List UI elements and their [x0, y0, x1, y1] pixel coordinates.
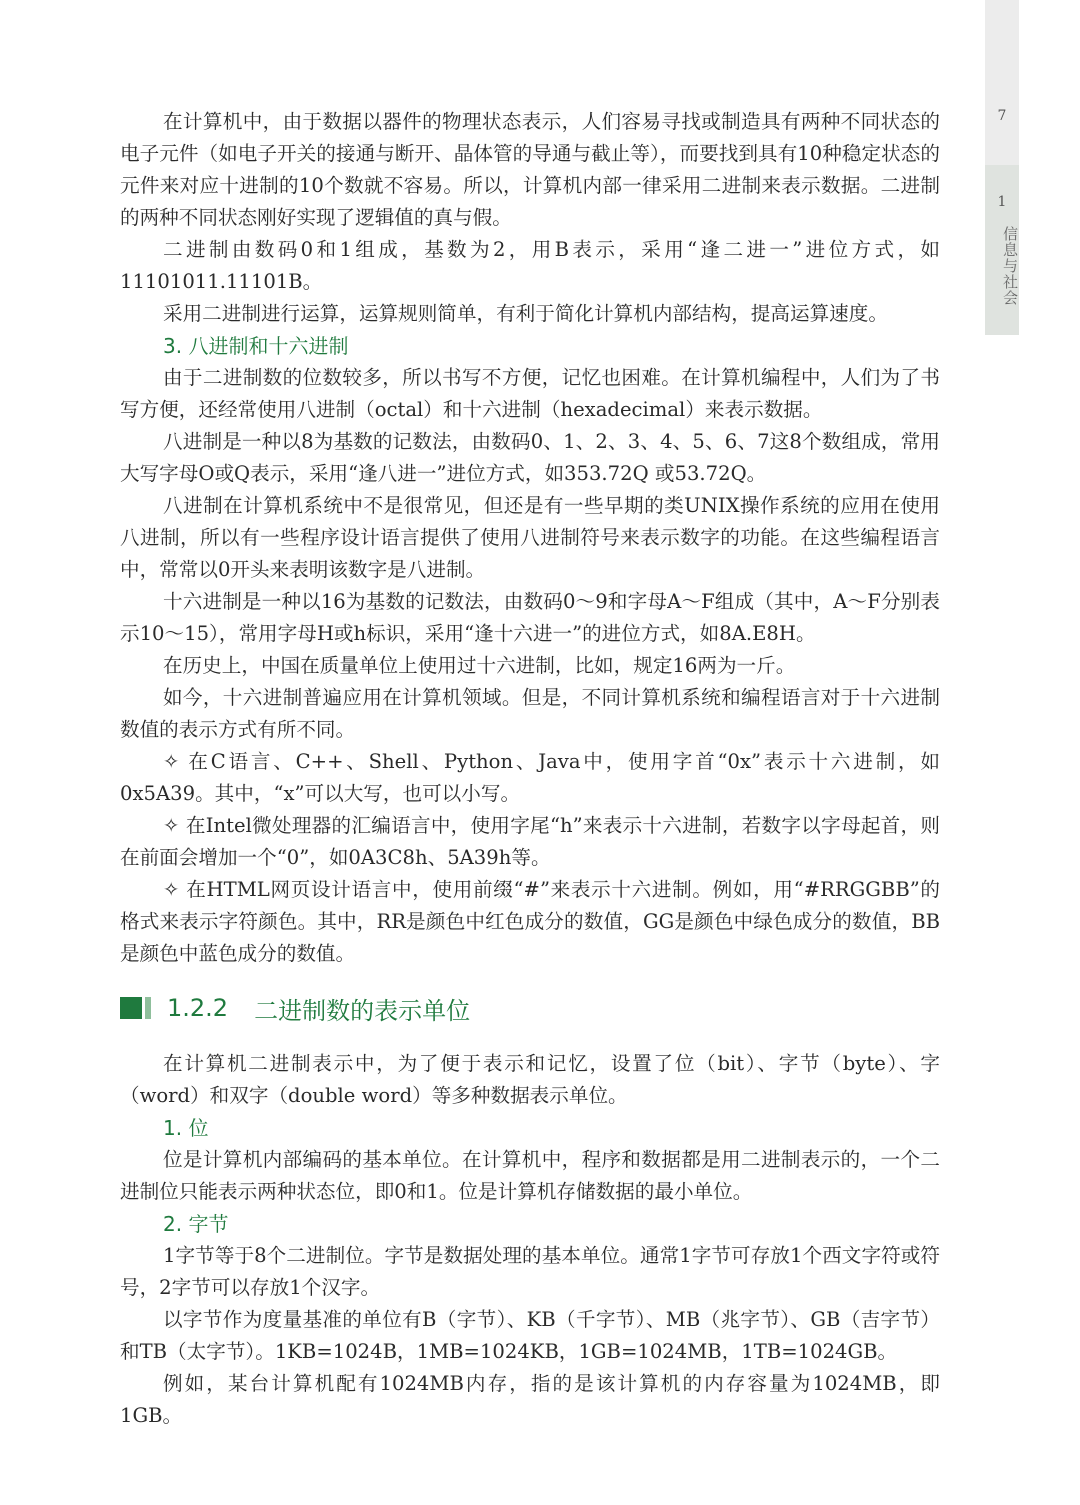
paragraph-byte-definition: 1字节等于8个二进制位。字节是数据处理的基本单位。通常1字节可存放1个西文字符或符号，2字节可以存放1个汉字。 [120, 1244, 940, 1299]
bullet-intel-assembly: ✧ 在Intel微处理器的汇编语言中，使用字尾“h”来表示十六进制，若数字以字母起首，则在前面会增加一个“0”，如0A3C8h、5A39h等。 [120, 814, 940, 869]
subheading-byte: 2. 字节 [163, 1212, 229, 1236]
subheading-octal-hex: 3. 八进制和十六进制 [163, 334, 349, 358]
paragraph-hex-modern: 如今，十六进制普遍应用在计算机领域。但是，不同计算机系统和编程语言对于十六进制数值的表示方式有所不同。 [120, 686, 940, 741]
section-number: 1.2.2 [167, 994, 229, 1022]
paragraph-binary-states: 在计算机中，由于数据以器件的物理状态表示，人们容易寻找或制造具有两种不同状态的电子元件（如电子开关的接通与断开、晶体管的导通与截止等），而要找到具有10种稳定状态的元件来对应十进制的10个数就不容易。所以，计算机内部一律采用二进制来表示数据。二进制的两种不同状态刚好实现了逻辑值的真与假。 [120, 110, 940, 229]
subheading-bit: 1. 位 [163, 1116, 209, 1140]
paragraph-byte-units: 以字节作为度量基准的单位有B（字节）、KB（千字节）、MB（兆字节）、GB（吉字节）和TB（太字节）。1KB=1024B，1MB=1024KB，1GB=1024MB，1TB=1024GB。 [120, 1308, 940, 1363]
section-title: 二进制数的表示单位 [254, 996, 471, 1025]
bullet-html-colors: ✧ 在HTML网页设计语言中，使用前缀“#”来表示十六进制。例如，用“#RRGGBB”的格式来表示字符颜色。其中，RR是颜色中红色成分的数值，GG是颜色中绿色成分的数值，BB是颜色中蓝色成分的数值。 [120, 878, 940, 965]
section-marker-icon [120, 997, 151, 1019]
section-heading [120, 986, 940, 1030]
page-body [120, 106, 940, 1432]
paragraph-byte-example: 例如，某台计算机配有1024MB内存，指的是该计算机的内存容量为1024MB，即1GB。 [120, 1372, 940, 1427]
paragraph-octal-usage: 八进制在计算机系统中不是很常见，但还是有一些早期的类UNIX操作系统的应用在使用八进制，所以有一些程序设计语言提供了使用八进制符号来表示数字的功能。在这些编程语言中，常常以0开头来表明该数字是八进制。 [120, 494, 940, 581]
paragraph-octal-hex-intro: 由于二进制数的位数较多，所以书写不方便，记忆也困难。在计算机编程中，人们为了书写方便，还经常使用八进制（octal）和十六进制（hexadecimal）来表示数据。 [120, 366, 940, 421]
bullet-c-languages: ✧ 在C语言、C++、Shell、Python、Java中，使用字首“0x”表示十六进制，如0x5A39。其中，“x”可以大写，也可以小写。 [120, 750, 940, 805]
chapter-number: 1 [997, 194, 1007, 210]
chapter-title: 信息与社会 [1001, 226, 1019, 306]
page-number: 7 [997, 108, 1007, 124]
paragraph-hex-history: 在历史上，中国在质量单位上使用过十六进制，比如，规定16两为一斤。 [163, 654, 796, 677]
paragraph-hex-definition: 十六进制是一种以16为基数的记数法，由数码0～9和字母A～F组成（其中，A～F分别表示10～15），常用字母H或h标识，采用“逢十六进一”的进位方式，如8A.E8H。 [120, 590, 940, 645]
paragraph-binary-digits: 二进制由数码0和1组成，基数为2，用B表示，采用“逢二进一”进位方式，如11101011.11101B。 [120, 238, 940, 293]
paragraph-octal-definition: 八进制是一种以8为基数的记数法，由数码0、1、2、3、4、5、6、7这8个数组成，常用大写字母O或Q表示，采用“逢八进一”进位方式，如353.72Q 或53.72Q。 [120, 430, 940, 485]
paragraph-binary-advantage: 采用二进制进行运算，运算规则简单，有利于简化计算机内部结构，提高运算速度。 [163, 302, 888, 325]
paragraph-units-intro: 在计算机二进制表示中，为了便于表示和记忆，设置了位（bit）、字节（byte）、字（word）和双字（double word）等多种数据表示单位。 [120, 1052, 940, 1107]
paragraph-bit: 位是计算机内部编码的基本单位。在计算机中，程序和数据都是用二进制表示的，一个二进制位只能表示两种状态位，即0和1。位是计算机存储数据的最小单位。 [120, 1148, 940, 1203]
